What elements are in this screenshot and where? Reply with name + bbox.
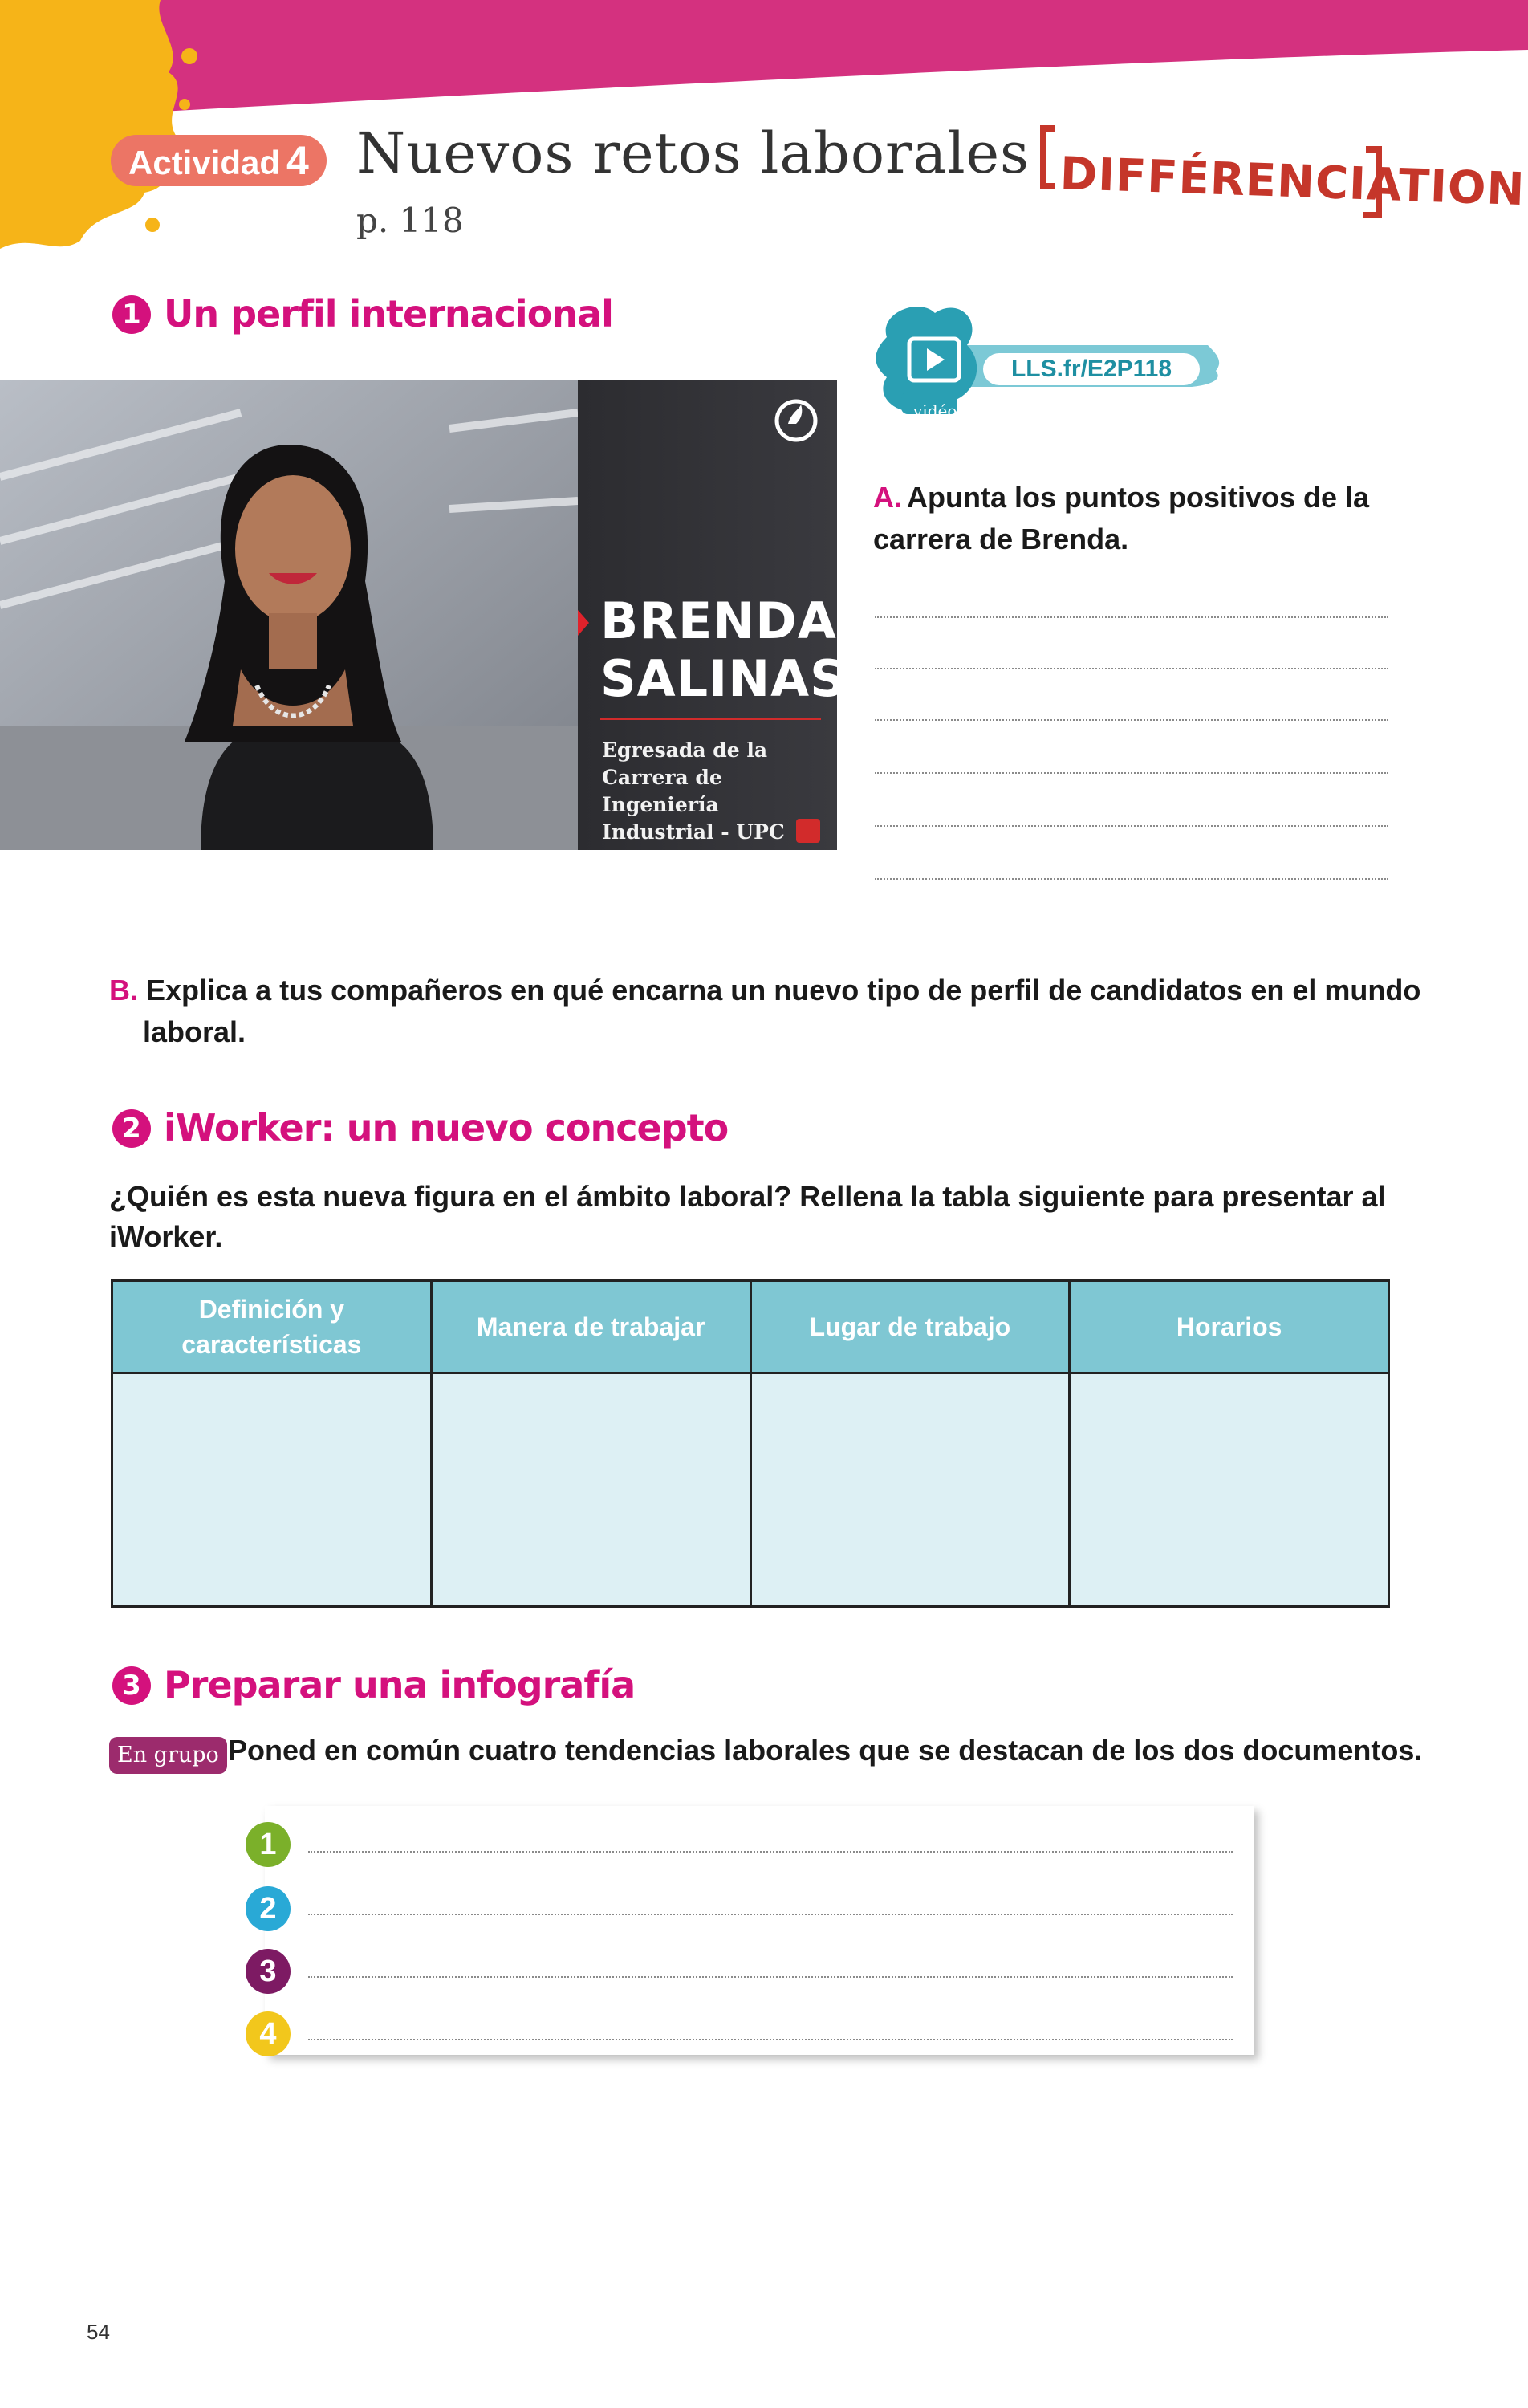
answer-line[interactable] <box>875 616 1388 618</box>
section-3-number: 3 <box>112 1666 151 1705</box>
section-2-title <box>112 1106 728 1149</box>
person-description: Egresada de la Carrera de Ingeniería Industrial - UPC <box>602 738 785 844</box>
table-answer-cell[interactable] <box>112 1373 432 1607</box>
trend-answer-line[interactable] <box>308 1914 1233 1915</box>
table-header-cell: Horarios <box>1070 1281 1389 1373</box>
section-2-number: 2 <box>112 1109 151 1148</box>
trend-answer-line[interactable] <box>308 2039 1233 2040</box>
yellow-splash-decoration <box>0 0 209 265</box>
section-2-instructions: ¿Quién es esta nueva figura en el ámbito laboral? Rellena la tabla siguiente para presentar al iWorker. <box>109 1180 1386 1253</box>
activity-badge <box>111 135 327 186</box>
trend-number-1: 1 <box>246 1822 291 1867</box>
table-header-cell: Definición y características <box>112 1281 432 1373</box>
table-header-row <box>112 1281 1389 1373</box>
table-row <box>112 1373 1389 1607</box>
name-arrow-icon <box>578 610 589 636</box>
section-3-title-text: Preparar una infografía <box>164 1663 636 1706</box>
person-name-line2: SALINAS <box>600 649 847 708</box>
section-3-instructions: Poned en común cuatro tendencias laborales que se destacan de los dos documentos. <box>228 1734 1423 1767</box>
table-answer-cell[interactable] <box>1070 1373 1389 1607</box>
group-work-badge: En grupo <box>109 1737 227 1774</box>
person-name <box>600 592 847 708</box>
differenciation-stamp: DIFFÉRENCIATION <box>1059 148 1526 217</box>
video-link[interactable]: LLS.fr/E2P118 <box>983 353 1200 385</box>
page-reference: p. 118 <box>356 201 464 240</box>
answer-line[interactable] <box>875 719 1388 721</box>
section-1-title <box>112 292 613 336</box>
name-underline <box>600 718 821 720</box>
question-b-text: Explica a tus compañeros en qué encarna un nuevo tipo de perfil de candidatos en el mundo laboral. <box>143 974 1421 1048</box>
header-band <box>0 0 1528 120</box>
person-name-line1: BRENDA <box>600 592 837 650</box>
page-number: 54 <box>87 2320 110 2344</box>
question-a-letter: A. <box>873 481 902 514</box>
video-label: vidéo <box>913 401 957 421</box>
table-answer-cell[interactable] <box>750 1373 1070 1607</box>
trend-number-2: 2 <box>246 1886 291 1931</box>
table-answer-cell[interactable] <box>431 1373 750 1607</box>
section-1-title-text: Un perfil internacional <box>164 292 613 336</box>
section-1-number: 1 <box>112 295 151 334</box>
question-a-text: Apunta los puntos positivos de la carrera de Brenda. <box>873 481 1370 555</box>
trend-answer-line[interactable] <box>308 1851 1233 1853</box>
page-title: Nuevos retos laborales <box>356 120 1030 186</box>
trend-answer-line[interactable] <box>308 1976 1233 1978</box>
table-header-cell: Lugar de trabajo <box>750 1281 1070 1373</box>
trend-number-4: 4 <box>246 2011 291 2056</box>
question-b <box>109 970 1451 1053</box>
section-2-title-text: iWorker: un nuevo concepto <box>164 1106 729 1149</box>
section-3-title <box>112 1663 635 1706</box>
question-b-letter: B. <box>109 974 138 1007</box>
answer-line[interactable] <box>875 668 1388 669</box>
activity-number: 4 <box>286 138 309 183</box>
upc-logo-icon <box>772 397 820 445</box>
answer-line[interactable] <box>875 772 1388 774</box>
question-a <box>873 477 1435 560</box>
activity-label: Actividad <box>128 144 281 181</box>
trend-number-3: 3 <box>246 1949 291 1994</box>
answer-line[interactable] <box>875 878 1388 880</box>
iworker-table <box>111 1279 1390 1608</box>
table-header-cell: Manera de trabajar <box>431 1281 750 1373</box>
trends-card <box>265 1806 1254 2055</box>
answer-line[interactable] <box>875 825 1388 827</box>
